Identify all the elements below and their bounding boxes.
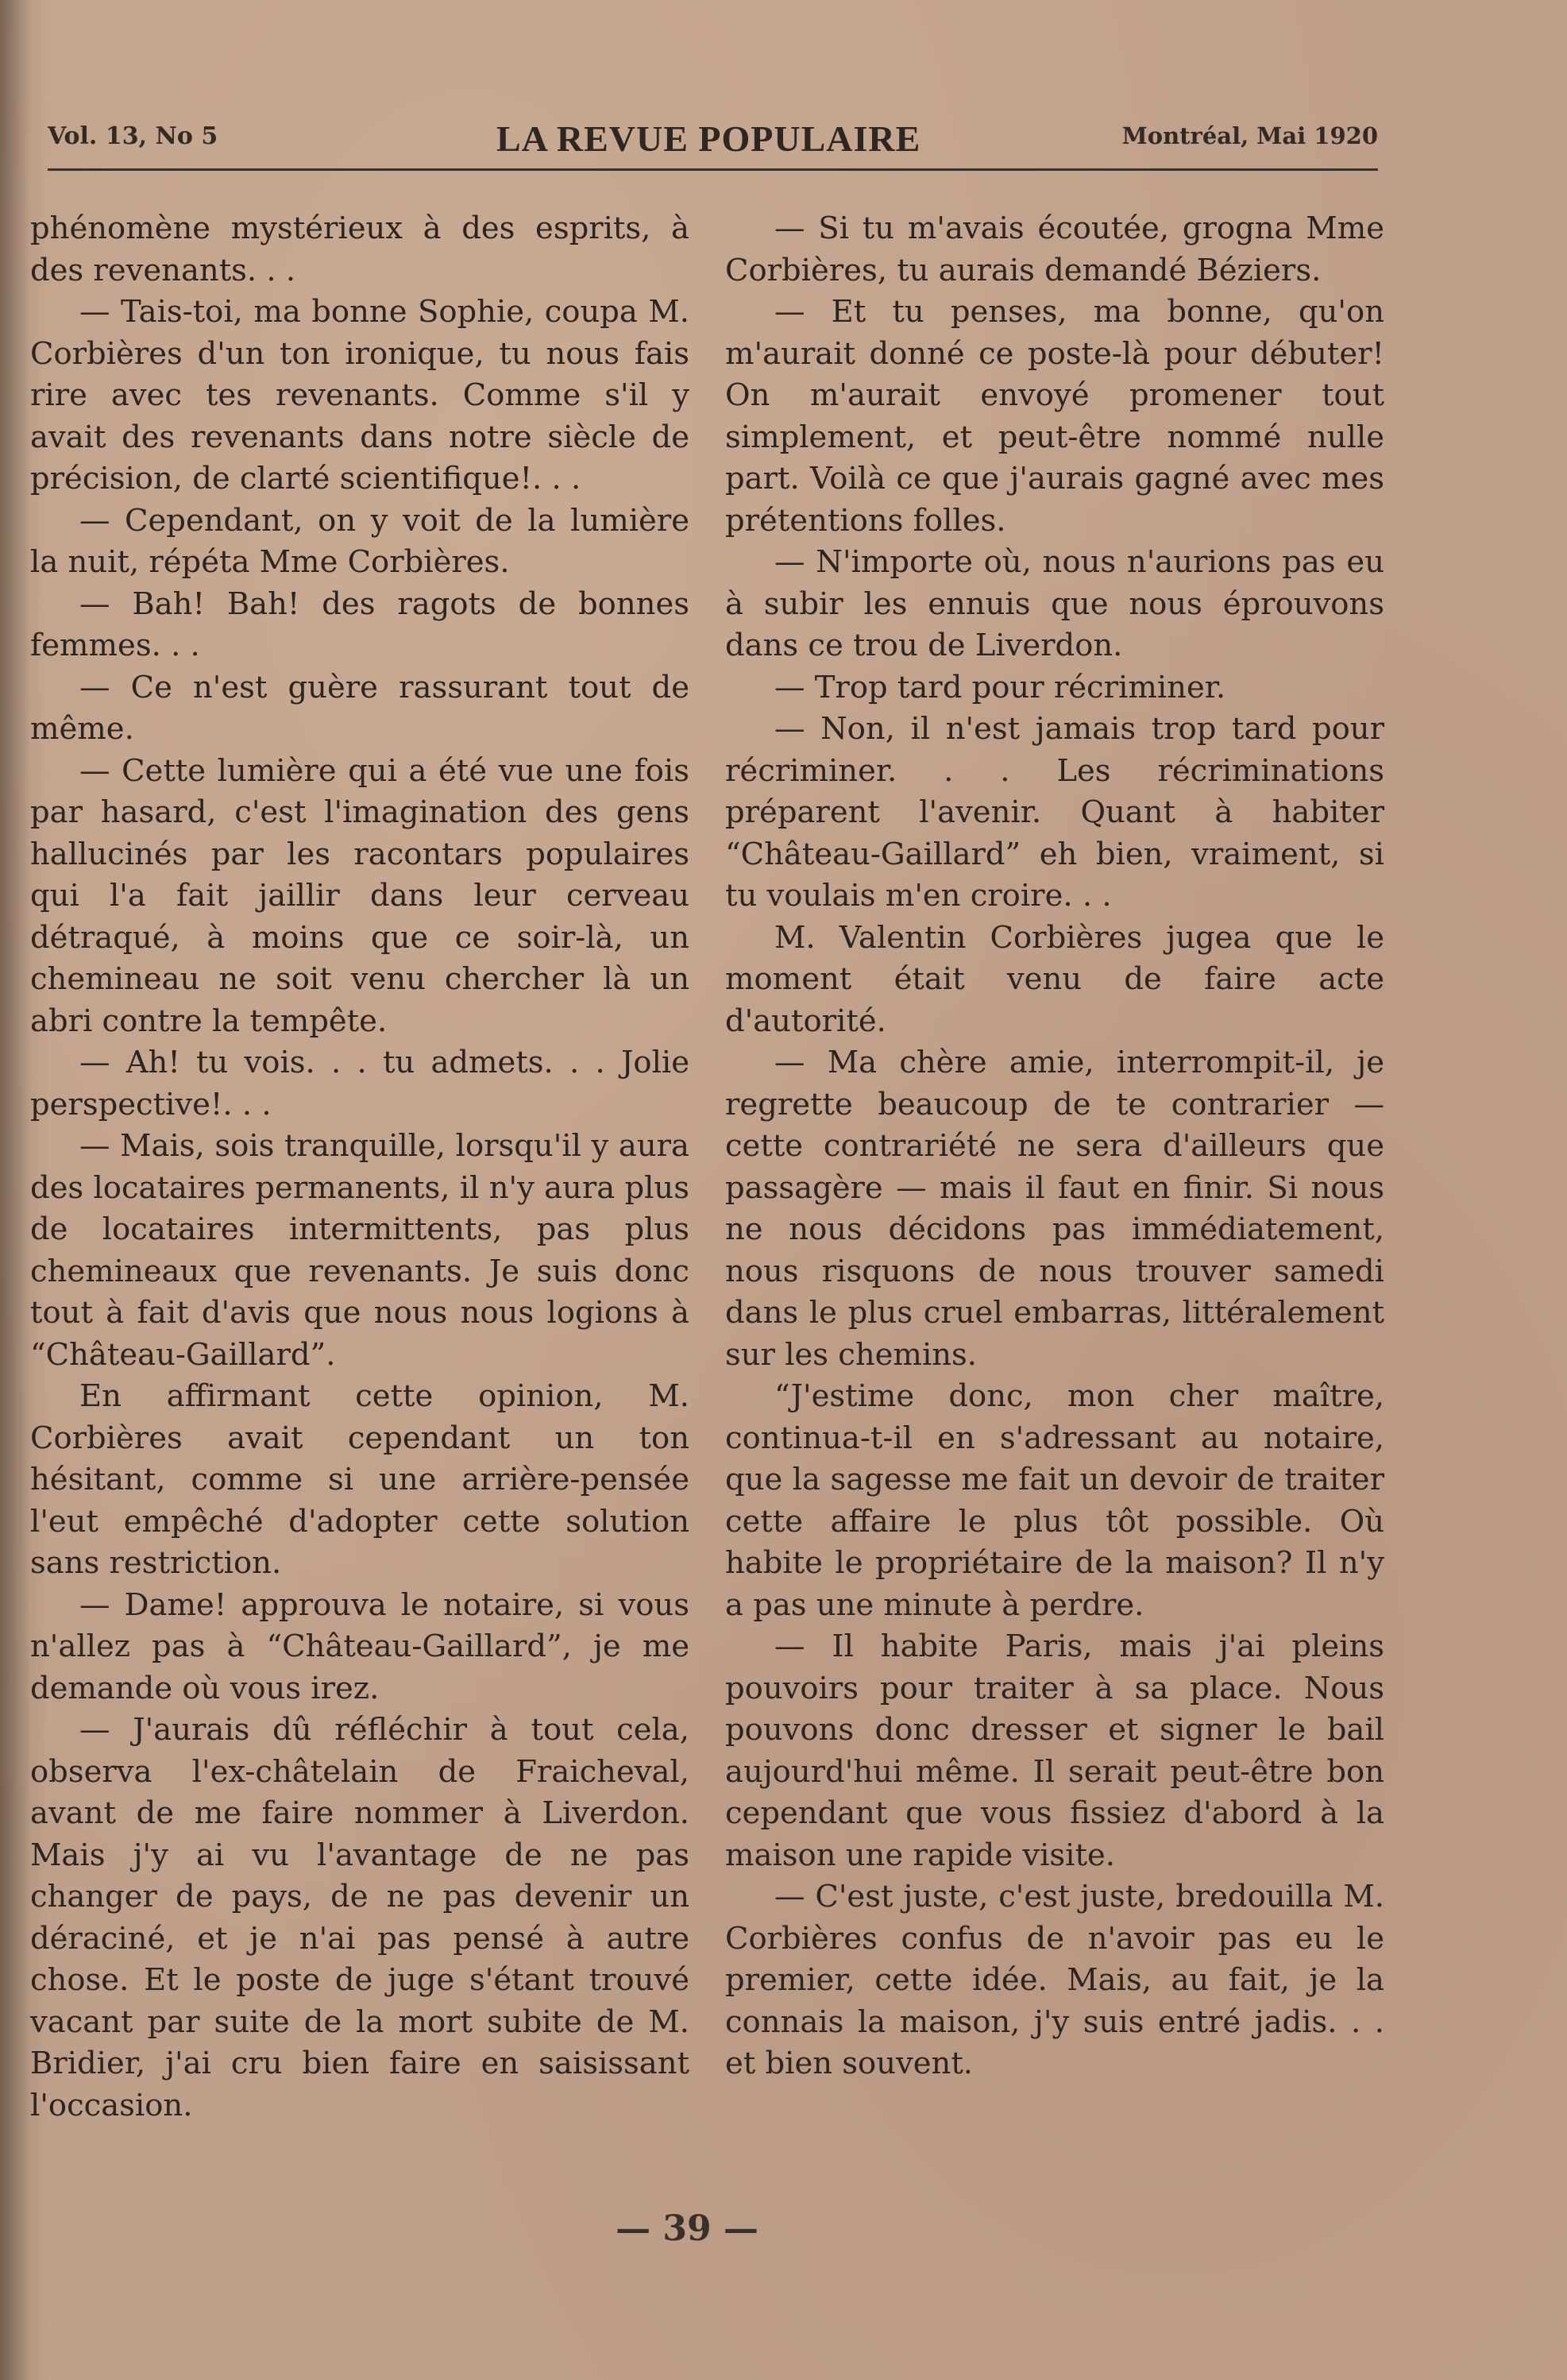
paragraph: — Ce n'est guère rassurant tout de même. [30,669,689,747]
paragraph: — N'importe où, nous n'aurions pas eu à subir les ennuis que nous éprouvons dans ce trou de Liverdon. [725,544,1384,663]
place-date: Montréal, Mai 1920 [1121,122,1378,149]
paragraph: — Si tu m'avais écoutée, grogna Mme Corbières, tu aurais demandé Béziers. [725,211,1384,288]
paragraph: — Non, il n'est jamais trop tard pour récriminer. . . Les récriminations préparent l'avenir. Quant à habiter “Château-Gaillard” eh bien, vraiment, si tu voulais m'en croire. . . [725,711,1384,914]
paragraph: “J'estime donc, mon cher maître, continua-t-il en s'adressant au notaire, que la sagesse me fait un devoir de traiter cette affaire le plus tôt possible. Où habite le propriétaire de la maison? Il n'y a pas une minute à perdre. [725,1378,1384,1623]
page-edge-shadow [0,0,30,2380]
paragraph: En affirmant cette opinion, M. Corbières avait cependant un ton hésitant, comme si une arrière-pensée l'eut empêché d'adopter cette solution sans restriction. [30,1378,689,1581]
paragraph: — Cette lumière qui a été vue une fois par hasard, c'est l'imagination des gens hallucinés par les racontars populaires qui l'a fait jaillir dans leur cerveau détraqué, à moins que ce soir-là, un chemineau ne soit venu chercher là un abri contre la tempête. [30,752,689,1039]
paragraph: — C'est juste, c'est juste, bredouilla M. Corbières confus de n'avoir pas eu le premier, cette idée. Mais, au fait, je la connais la maison, j'y suis entré jadis. . . et bien souvent. [725,1879,1384,2081]
paragraph: M. Valentin Corbières jugea que le moment était venu de faire acte d'autorité. [725,919,1384,1039]
paragraph: — Ah! tu vois. . . tu admets. . . Jolie perspective!. . . [30,1045,689,1122]
paragraph: — J'aurais dû réfléchir à tout cela, observa l'ex-châtelain de Fraicheval, avant de me faire nommer à Liverdon. Mais j'y ai vu l'avantage de ne pas changer de pays, de ne pas devenir un déraciné, et je n'ai pas pensé à autre chose. Et le poste de juge s'étant trouvé vacant par suite de la mort subite de M. Bridier, j'ai cru bien faire en saisissant l'occasion. [30,1712,689,2123]
paragraph: — Il habite Paris, mais j'ai pleins pouvoirs pour traiter à sa place. Nous pouvons donc dresser et signer le bail aujourd'hui même. Il serait peut-être bon cependant que vous fissiez d'abord à la maison une rapide visite. [725,1629,1384,1873]
paragraph: — Mais, sois tranquille, lorsqu'il y aura des locataires permanents, il n'y aura plus de locataires intermittents, pas plus chemineaux que revenants. Je suis donc tout à fait d'avis que nous nous logions à “Château-Gaillard”. [30,1128,689,1373]
left-column [30,208,689,2127]
paragraph: — Trop tard pour récriminer. [774,669,1226,705]
paragraph: — Cependant, on y voit de la lumière la nuit, répéta Mme Corbières. [30,502,689,580]
paragraph: — Bah! Bah! des ragots de bonnes femmes. . . [30,585,689,663]
running-header [48,118,1378,173]
paragraph: — Tais-toi, ma bonne Sophie, coupa M. Corbières d'un ton ironique, tu nous fais rire avec tes revenants. Comme s'il y avait des revenants dans notre siècle de précision, de clarté scientifique!. . . [30,294,689,496]
paragraph: — Et tu penses, ma bonne, qu'on m'aurait donné ce poste-là pour débuter! On m'aurait envoyé promener tout simplement, et peut-être nommé nulle part. Voilà ce que j'aurais gagné avec mes prétentions folles. [725,294,1384,539]
paragraph: — Ma chère amie, interrompit-il, je regrette beaucoup de te contrarier — cette contrariété ne sera d'ailleurs que passagère — mais il faut en finir. Si nous ne nous décidons pas immédiatement, nous risquons de nous trouver samedi dans le plus cruel embarras, littéralement sur les chemins. [725,1045,1384,1373]
page-number: — 39 — [616,2208,758,2249]
header-rule [48,168,1378,171]
volume-issue: Vol. 13, No 5 [48,122,218,150]
paragraph: — Dame! approuva le notaire, si vous n'allez pas à “Château-Gaillard”, je me demande où vous irez. [30,1586,689,1706]
right-column [725,208,1384,2085]
journal-title: LA REVUE POPULAIRE [496,118,921,159]
paragraph: phénomène mystérieux à des esprits, à des revenants. . . [30,211,689,288]
